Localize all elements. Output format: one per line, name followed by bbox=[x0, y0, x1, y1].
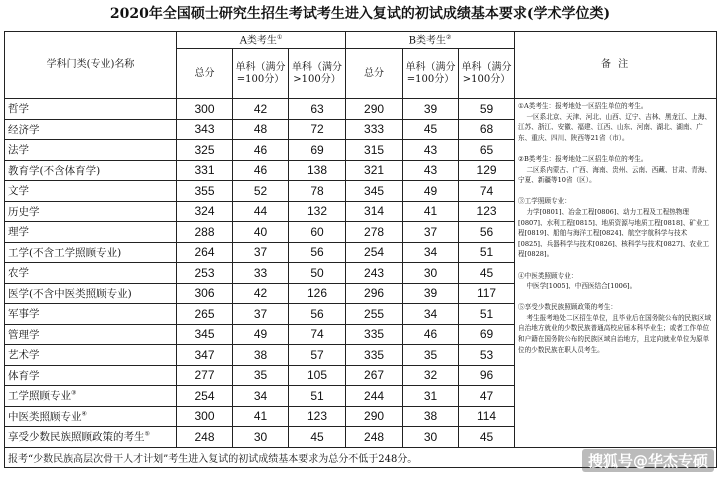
subject-cell bbox=[5, 222, 177, 243]
b-single-gt100-header: 单科（满分>100分） bbox=[459, 49, 515, 99]
score-cell-b-sgt: 65 bbox=[459, 140, 515, 161]
subject-name: 工学(不含工学照顾专业) bbox=[8, 246, 122, 259]
score-cell-a-s100: 35 bbox=[233, 365, 289, 386]
score-cell-b-sgt: 45 bbox=[459, 263, 515, 284]
score-cell-b-sgt: 53 bbox=[459, 345, 515, 366]
score-cell-a-sgt: 105 bbox=[289, 365, 346, 386]
subject-name: 哲学 bbox=[8, 103, 29, 116]
subject-name: 军事学 bbox=[8, 308, 40, 321]
subject-cell bbox=[5, 181, 177, 202]
score-cell-b-total: 335 bbox=[346, 324, 403, 345]
note-paragraph bbox=[518, 260, 713, 271]
score-cell-a-s100: 52 bbox=[233, 181, 289, 202]
subject-cell bbox=[5, 242, 177, 263]
score-cell-a-total: 254 bbox=[177, 386, 233, 407]
class-b-header bbox=[346, 32, 515, 49]
remarks-header: 备 注 bbox=[515, 32, 717, 99]
subject-cell bbox=[5, 406, 177, 427]
note-paragraph: 力学[0801]、冶金工程[0806]、动力工程及工程热物理[0807]、水利工程[0815]、地质资源与地质工程[0818]、矿业工程[0819]、船舶与海洋工程[0824]、航空宇航科学与技术[0825]、兵器科学与技术[0826]、核科学与技术[0827]、农业工程[0828]。 bbox=[518, 207, 710, 259]
subject-name: 教育学(不含体育学) bbox=[8, 164, 101, 177]
note-paragraph: ③工学照顾专业： bbox=[518, 197, 571, 206]
b-total-header: 总分 bbox=[346, 49, 403, 99]
subject-name: 法学 bbox=[8, 144, 29, 157]
a-single-100-header: 单科（满分=100分） bbox=[233, 49, 289, 99]
score-cell-b-sgt: 123 bbox=[459, 201, 515, 222]
page-title: 2020年全国硕士研究生招生考试考生进入复试的初试成绩基本要求(学术学位类) bbox=[109, 6, 611, 22]
subject-cell bbox=[5, 386, 177, 407]
score-cell-b-sgt: 51 bbox=[459, 304, 515, 325]
score-cell-b-s100: 41 bbox=[403, 201, 459, 222]
score-cell-b-total: 296 bbox=[346, 283, 403, 304]
score-cell-b-total: 267 bbox=[346, 365, 403, 386]
score-cell-b-s100: 30 bbox=[403, 263, 459, 284]
score-cell-a-s100: 34 bbox=[233, 386, 289, 407]
score-cell-b-sgt: 129 bbox=[459, 160, 515, 181]
subject-cell bbox=[5, 324, 177, 345]
subject-cell bbox=[5, 119, 177, 140]
score-cell-a-total: 300 bbox=[177, 99, 233, 120]
score-cell-b-s100: 39 bbox=[403, 99, 459, 120]
score-cell-b-s100: 46 bbox=[403, 324, 459, 345]
score-cell-b-s100: 49 bbox=[403, 181, 459, 202]
score-cell-b-sgt: 68 bbox=[459, 119, 515, 140]
score-cell-b-s100: 35 bbox=[403, 345, 459, 366]
score-cell-a-s100: 46 bbox=[233, 140, 289, 161]
note-paragraph: 中医学[1005]、中西医结合[1006]。 bbox=[518, 282, 637, 291]
subject-name: 工学照顾专业 bbox=[8, 390, 71, 403]
subject-name: 管理学 bbox=[8, 328, 40, 341]
score-cell-a-total: 325 bbox=[177, 140, 233, 161]
score-cell-a-sgt: 74 bbox=[289, 324, 346, 345]
score-cell-a-s100: 33 bbox=[233, 263, 289, 284]
note-paragraph: ①A类考生：报考地处一区招生单位的考生。 bbox=[518, 102, 648, 110]
a-total-header: 总分 bbox=[177, 49, 233, 99]
subject-cell bbox=[5, 365, 177, 386]
class-a-footnote-mark: ① bbox=[276, 34, 283, 42]
class-a-header bbox=[177, 32, 346, 49]
score-cell-b-sgt: 96 bbox=[459, 365, 515, 386]
score-cell-a-s100: 44 bbox=[233, 201, 289, 222]
score-cell-a-sgt: 50 bbox=[289, 263, 346, 284]
note-paragraph bbox=[518, 292, 713, 303]
score-cell-b-sgt: 45 bbox=[459, 427, 515, 448]
subject-name: 中医类照顾专业 bbox=[8, 410, 82, 423]
score-cell-b-s100: 43 bbox=[403, 140, 459, 161]
score-cell-a-s100: 48 bbox=[233, 119, 289, 140]
class-b-label: B类考生 bbox=[408, 35, 447, 47]
a-single-gt100-header: 单科（满分>100分） bbox=[289, 49, 346, 99]
score-cell-a-s100: 37 bbox=[233, 242, 289, 263]
subject-cell bbox=[5, 427, 177, 448]
subject-cell bbox=[5, 140, 177, 161]
score-cell-a-s100: 38 bbox=[233, 345, 289, 366]
remarks-notes bbox=[515, 99, 717, 448]
score-cell-a-s100: 49 bbox=[233, 324, 289, 345]
footnote-mark: ④ bbox=[81, 410, 87, 418]
table-row bbox=[5, 99, 717, 120]
score-cell-b-total: 335 bbox=[346, 345, 403, 366]
score-cell-a-sgt: 123 bbox=[289, 406, 346, 427]
score-cell-a-total: 347 bbox=[177, 345, 233, 366]
score-cell-a-sgt: 72 bbox=[289, 119, 346, 140]
score-cell-b-s100: 43 bbox=[403, 160, 459, 181]
class-b-footnote-mark: ② bbox=[446, 34, 452, 42]
footnote-mark: ⑤ bbox=[144, 430, 150, 438]
score-cell-a-s100: 41 bbox=[233, 406, 289, 427]
score-cell-a-sgt: 138 bbox=[289, 160, 346, 181]
subject-name: 历史学 bbox=[8, 205, 40, 218]
score-cell-b-s100: 30 bbox=[403, 427, 459, 448]
score-cell-b-total: 254 bbox=[346, 242, 403, 263]
note-paragraph: 二区系内蒙古、广西、海南、贵州、云南、西藏、甘肃、青海、宁夏、新疆等10省（区）。 bbox=[518, 165, 712, 185]
score-cell-b-total: 248 bbox=[346, 427, 403, 448]
score-cell-b-total: 290 bbox=[346, 406, 403, 427]
score-cell-a-total: 345 bbox=[177, 324, 233, 345]
score-cell-a-sgt: 60 bbox=[289, 222, 346, 243]
note-paragraph: ⑤享受少数民族照顾政策的考生： bbox=[518, 303, 617, 312]
score-cell-b-total: 333 bbox=[346, 119, 403, 140]
subject-cell bbox=[5, 99, 177, 120]
score-cell-a-sgt: 56 bbox=[289, 304, 346, 325]
score-cell-a-sgt: 63 bbox=[289, 99, 346, 120]
note-paragraph: 一区系北京、天津、河北、山西、辽宁、吉林、黑龙江、上海、江苏、浙江、安徽、福建、江西、山东、河南、湖北、湖南、广东、重庆、四川、陕西等21省（市）。 bbox=[518, 112, 712, 142]
score-cell-b-sgt: 74 bbox=[459, 181, 515, 202]
score-cell-a-sgt: 45 bbox=[289, 427, 346, 448]
score-cell-b-sgt: 59 bbox=[459, 99, 515, 120]
subject-name: 文学 bbox=[8, 185, 29, 198]
score-cell-a-s100: 42 bbox=[233, 99, 289, 120]
score-cell-a-total: 331 bbox=[177, 160, 233, 181]
score-cell-b-total: 314 bbox=[346, 201, 403, 222]
score-cell-b-s100: 34 bbox=[403, 242, 459, 263]
score-cell-b-total: 315 bbox=[346, 140, 403, 161]
subject-cell bbox=[5, 345, 177, 366]
note-paragraph bbox=[518, 186, 713, 197]
score-cell-b-s100: 37 bbox=[403, 222, 459, 243]
score-cell-b-sgt: 56 bbox=[459, 222, 515, 243]
score-cell-a-total: 277 bbox=[177, 365, 233, 386]
score-cell-a-total: 288 bbox=[177, 222, 233, 243]
score-cell-a-total: 324 bbox=[177, 201, 233, 222]
subject-cell bbox=[5, 263, 177, 284]
score-cell-a-total: 343 bbox=[177, 119, 233, 140]
subject-name: 享受少数民族照顾政策的考生 bbox=[8, 431, 145, 444]
score-cell-a-s100: 37 bbox=[233, 304, 289, 325]
footnote-mark: ③ bbox=[71, 389, 77, 397]
subject-name: 医学(不含中医类照顾专业) bbox=[8, 287, 132, 300]
class-a-label: A类考生 bbox=[239, 35, 277, 47]
score-cell-a-total: 253 bbox=[177, 263, 233, 284]
score-cell-b-sgt: 51 bbox=[459, 242, 515, 263]
subject-name: 农学 bbox=[8, 267, 29, 280]
score-cell-a-sgt: 78 bbox=[289, 181, 346, 202]
score-cell-a-sgt: 56 bbox=[289, 242, 346, 263]
score-cell-b-total: 290 bbox=[346, 99, 403, 120]
score-table bbox=[4, 31, 717, 468]
subject-name: 理学 bbox=[8, 226, 29, 239]
score-cell-a-total: 265 bbox=[177, 304, 233, 325]
score-cell-a-total: 306 bbox=[177, 283, 233, 304]
subject-cell bbox=[5, 160, 177, 181]
score-cell-a-total: 264 bbox=[177, 242, 233, 263]
subject-cell bbox=[5, 201, 177, 222]
score-cell-a-sgt: 126 bbox=[289, 283, 346, 304]
score-cell-b-total: 345 bbox=[346, 181, 403, 202]
note-paragraph bbox=[518, 143, 713, 154]
subject-name: 艺术学 bbox=[8, 349, 40, 362]
score-cell-b-s100: 32 bbox=[403, 365, 459, 386]
score-cell-a-total: 355 bbox=[177, 181, 233, 202]
score-cell-a-sgt: 69 bbox=[289, 140, 346, 161]
footer-note: 报考“少数民族高层次骨干人才计划”考生进入复试的初试成绩基本要求为总分不低于248分。 bbox=[5, 447, 717, 467]
score-cell-b-s100: 38 bbox=[403, 406, 459, 427]
score-cell-b-s100: 45 bbox=[403, 119, 459, 140]
subject-name: 体育学 bbox=[8, 369, 40, 382]
score-cell-b-s100: 31 bbox=[403, 386, 459, 407]
score-cell-a-sgt: 132 bbox=[289, 201, 346, 222]
subject-cell bbox=[5, 283, 177, 304]
subject-name: 经济学 bbox=[8, 123, 40, 136]
note-paragraph: 考生报考地处二区招生单位，且毕业后在国务院公布的民族区域自治地方就业的少数民族普通高校应届本科毕业生；或者工作单位和户籍在国务院公布的民族区域自治地方，且定向就业单位为原单位的少数民族在职人员考生。 bbox=[518, 313, 712, 354]
score-cell-b-sgt: 47 bbox=[459, 386, 515, 407]
score-cell-b-total: 244 bbox=[346, 386, 403, 407]
score-cell-b-sgt: 117 bbox=[459, 283, 515, 304]
score-cell-a-s100: 40 bbox=[233, 222, 289, 243]
score-cell-b-s100: 34 bbox=[403, 304, 459, 325]
b-single-100-header: 单科（满分=100分） bbox=[403, 49, 459, 99]
score-cell-b-total: 321 bbox=[346, 160, 403, 181]
score-cell-b-total: 255 bbox=[346, 304, 403, 325]
score-cell-a-s100: 46 bbox=[233, 160, 289, 181]
score-cell-a-s100: 30 bbox=[233, 427, 289, 448]
score-cell-a-sgt: 51 bbox=[289, 386, 346, 407]
watermark: 搜狐号@华杰专硕 bbox=[582, 449, 714, 472]
score-cell-a-sgt: 57 bbox=[289, 345, 346, 366]
score-cell-a-total: 300 bbox=[177, 406, 233, 427]
score-cell-b-total: 278 bbox=[346, 222, 403, 243]
score-cell-b-sgt: 69 bbox=[459, 324, 515, 345]
score-cell-b-total: 243 bbox=[346, 263, 403, 284]
score-cell-a-s100: 42 bbox=[233, 283, 289, 304]
subject-column-header: 学科门类(专业)名称 bbox=[5, 32, 177, 99]
score-cell-b-sgt: 114 bbox=[459, 406, 515, 427]
subject-cell bbox=[5, 304, 177, 325]
note-paragraph: ④中医类照顾专业： bbox=[518, 271, 578, 280]
score-cell-a-total: 248 bbox=[177, 427, 233, 448]
score-cell-b-s100: 39 bbox=[403, 283, 459, 304]
note-paragraph: ②B类考生：报考地处二区招生单位的考生。 bbox=[518, 154, 648, 163]
